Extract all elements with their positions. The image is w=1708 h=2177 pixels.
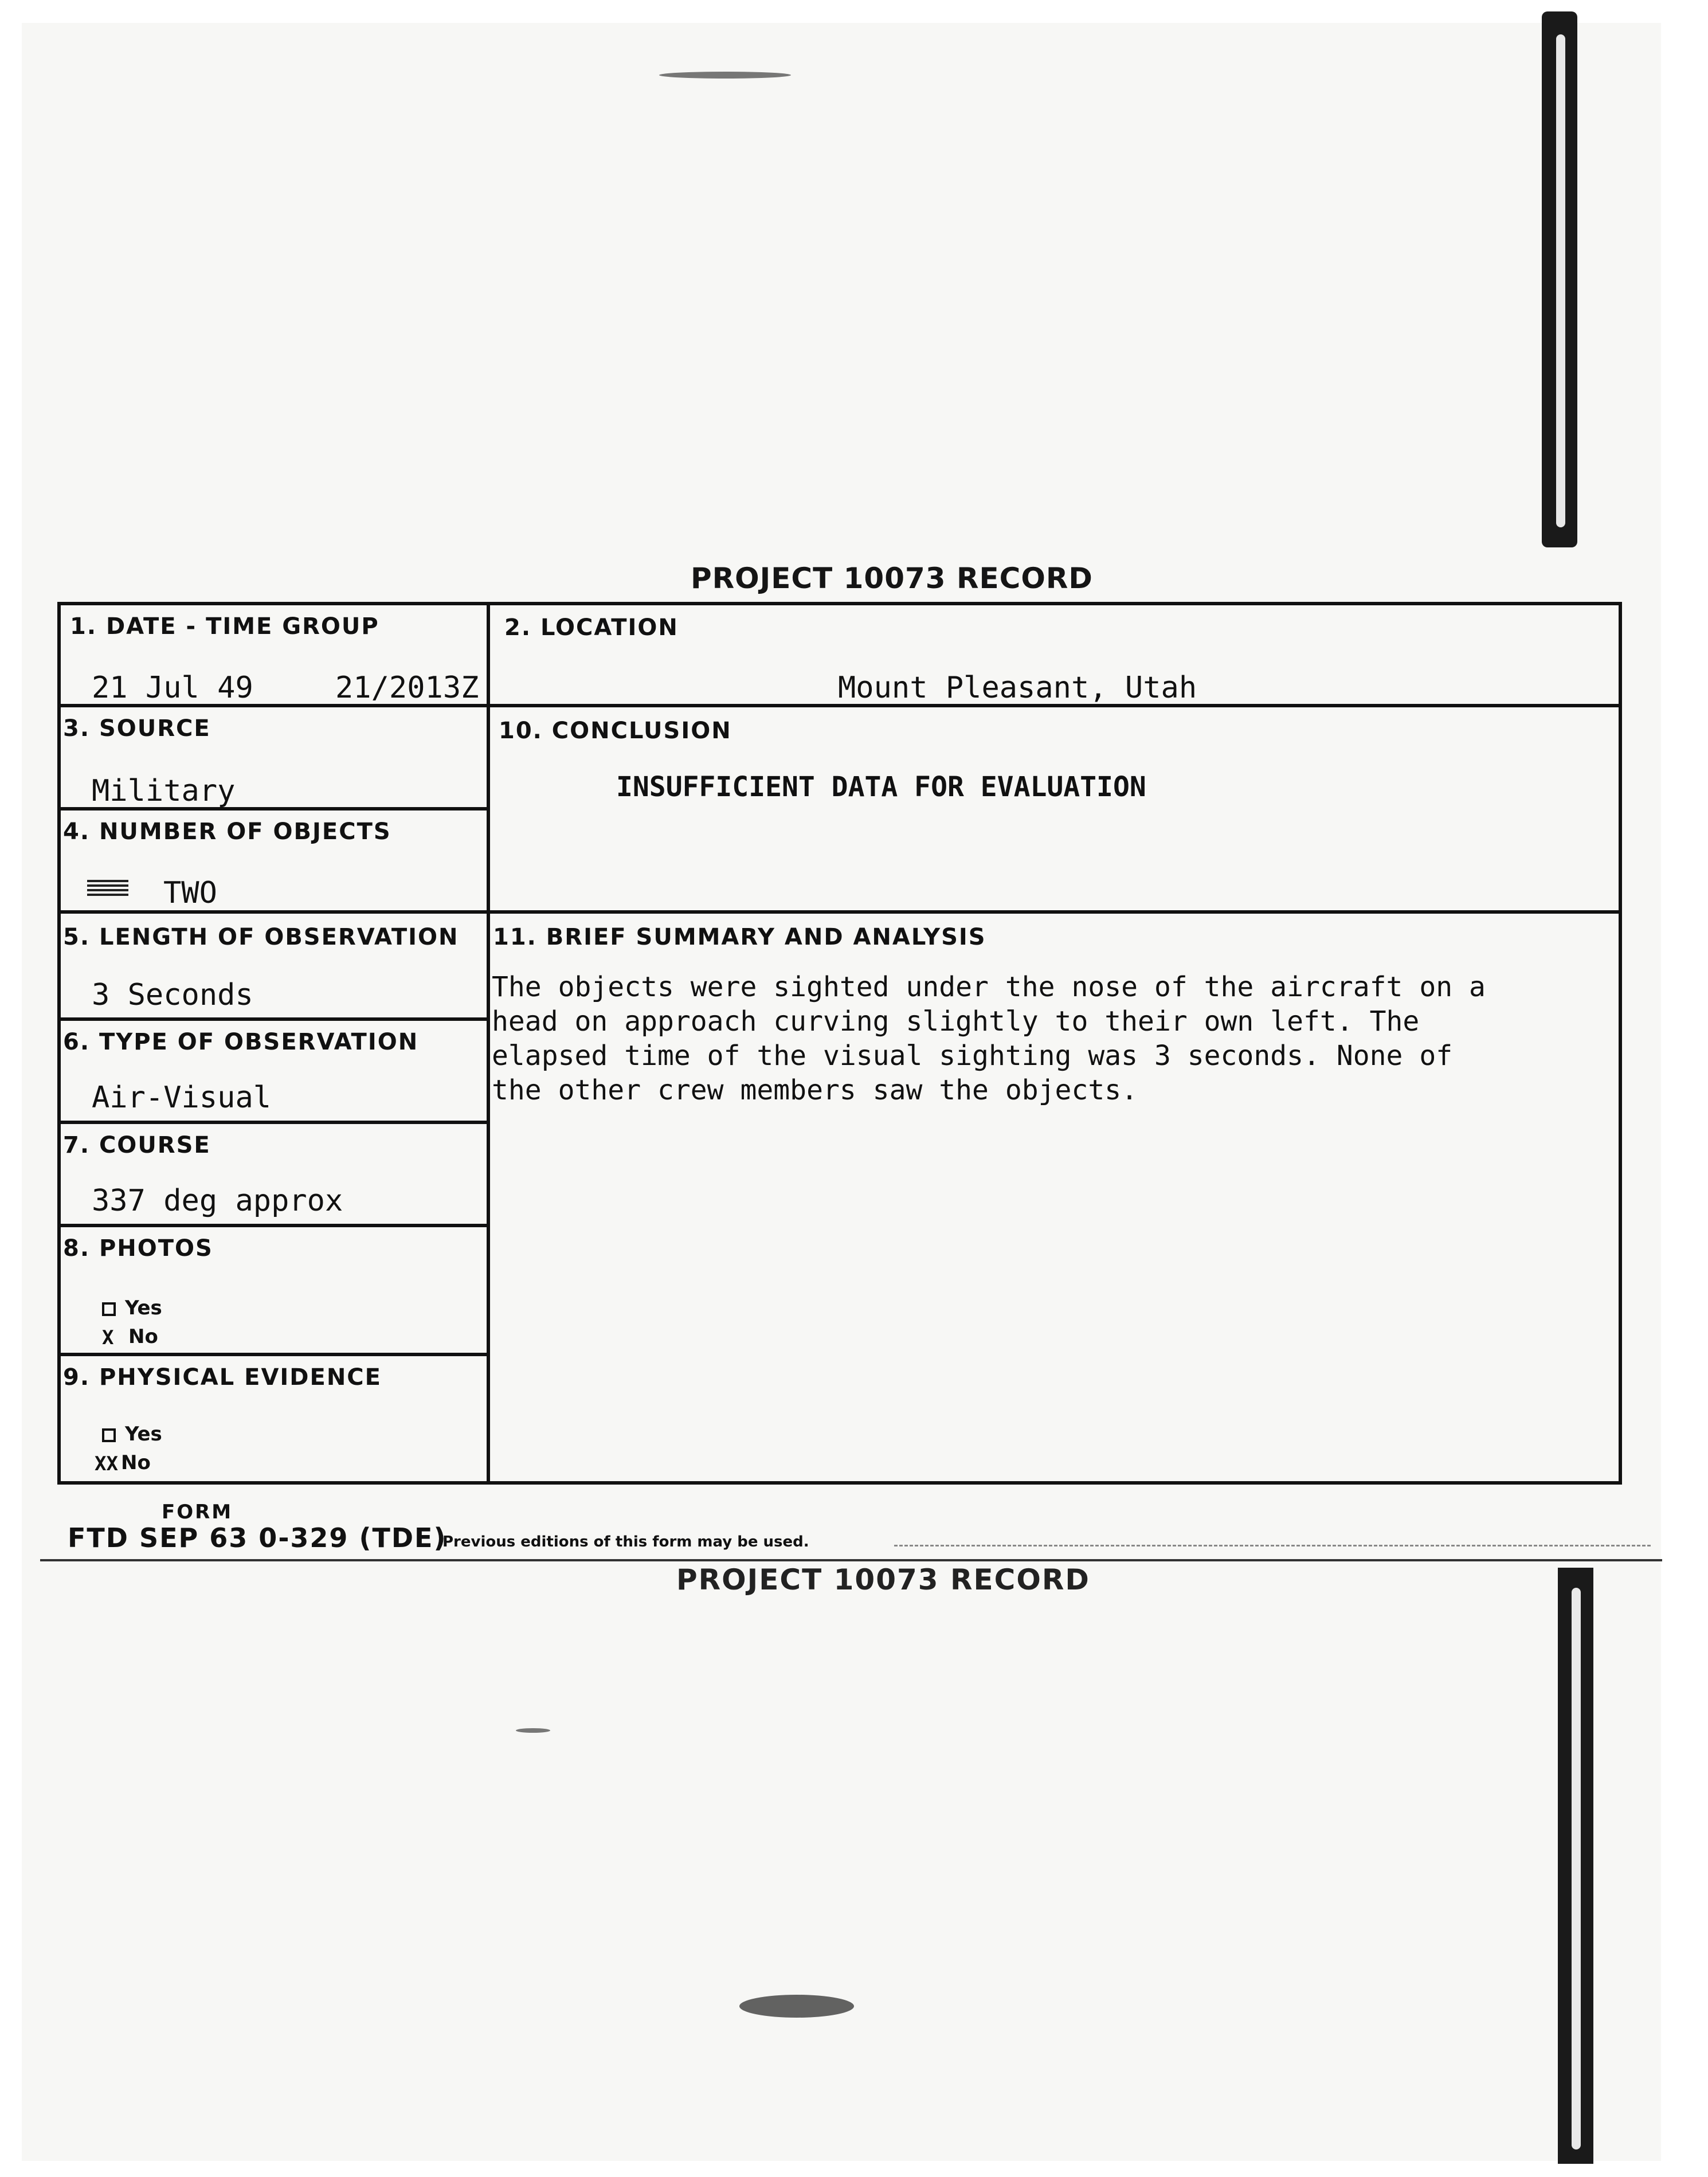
length-of-observation-label: 5. LENGTH OF OBSERVATION bbox=[63, 924, 459, 950]
time-value: 21/2013Z bbox=[335, 671, 479, 705]
source-label: 3. SOURCE bbox=[63, 715, 211, 742]
checkbox-icon[interactable] bbox=[102, 1428, 116, 1442]
row-divider bbox=[57, 910, 1622, 914]
date-time-group-label: 1. DATE - TIME GROUP bbox=[70, 613, 379, 640]
photos-yes-option[interactable] bbox=[102, 1297, 162, 1319]
footer-form-word: FORM bbox=[162, 1501, 233, 1524]
smudge-mark bbox=[516, 1728, 550, 1733]
number-of-objects-value: TWO bbox=[163, 876, 217, 910]
course-label: 7. COURSE bbox=[63, 1132, 211, 1158]
type-of-observation-value: Air-Visual bbox=[92, 1080, 272, 1115]
date-value: 21 Jul 49 bbox=[92, 671, 253, 705]
course-value: 337 deg approx bbox=[92, 1184, 343, 1218]
photos-no-label: No bbox=[128, 1325, 158, 1348]
row-divider bbox=[57, 1121, 487, 1124]
physical-evidence-no-option[interactable] bbox=[95, 1451, 151, 1474]
physical-evidence-label: 9. PHYSICAL EVIDENCE bbox=[63, 1364, 382, 1391]
row-divider bbox=[57, 1017, 487, 1021]
conclusion-label: 10. CONCLUSION bbox=[499, 718, 732, 744]
smudge-mark bbox=[739, 1995, 854, 2018]
record-title-cut-off bbox=[676, 1558, 1090, 1574]
footer-note: Previous editions of this form may be used. bbox=[442, 1533, 809, 1550]
location-value: Mount Pleasant, Utah bbox=[838, 671, 1197, 705]
scan-edge-top-right-inner bbox=[1556, 34, 1565, 527]
type-of-observation-label: 6. TYPE OF OBSERVATION bbox=[63, 1029, 419, 1055]
physical-evidence-yes-label: Yes bbox=[125, 1423, 162, 1446]
footer-dashed-line bbox=[894, 1545, 1651, 1546]
footer-form-code: FTD SEP 63 0-329 (TDE) bbox=[68, 1522, 447, 1553]
summary-text: The objects were sighted under the nose of the aircraft on a head on approach curving slightly to their own left. The elapsed time of the visual sighting was 3 seconds. None of the other crew members saw the objects. bbox=[492, 971, 1486, 1106]
physical-evidence-no-label: No bbox=[121, 1451, 151, 1474]
column-divider bbox=[487, 602, 490, 1485]
row-divider bbox=[57, 1353, 487, 1356]
scan-edge-bottom-right-inner bbox=[1572, 1588, 1581, 2149]
summary-label: 11. BRIEF SUMMARY AND ANALYSIS bbox=[493, 924, 986, 950]
photos-yes-label: Yes bbox=[125, 1297, 162, 1319]
checked-checkbox-icon[interactable]: X bbox=[102, 1326, 114, 1349]
smudge-mark bbox=[659, 72, 791, 79]
length-of-observation-value: 3 Seconds bbox=[92, 978, 253, 1012]
conclusion-value: INSUFFICIENT DATA FOR EVALUATION bbox=[616, 771, 1146, 803]
checkbox-icon[interactable] bbox=[102, 1302, 116, 1316]
photos-label: 8. PHOTOS bbox=[63, 1235, 213, 1262]
struck-out-text bbox=[87, 880, 128, 896]
record-title: PROJECT 10073 RECORD bbox=[691, 562, 1093, 595]
physical-evidence-yes-option[interactable] bbox=[102, 1423, 162, 1446]
location-label: 2. LOCATION bbox=[504, 614, 679, 641]
row-divider bbox=[57, 1224, 487, 1227]
source-value: Military bbox=[92, 774, 236, 808]
number-of-objects-label: 4. NUMBER OF OBJECTS bbox=[63, 819, 391, 845]
checked-checkbox-icon[interactable]: XX bbox=[95, 1452, 118, 1475]
photos-no-option[interactable] bbox=[102, 1325, 158, 1348]
